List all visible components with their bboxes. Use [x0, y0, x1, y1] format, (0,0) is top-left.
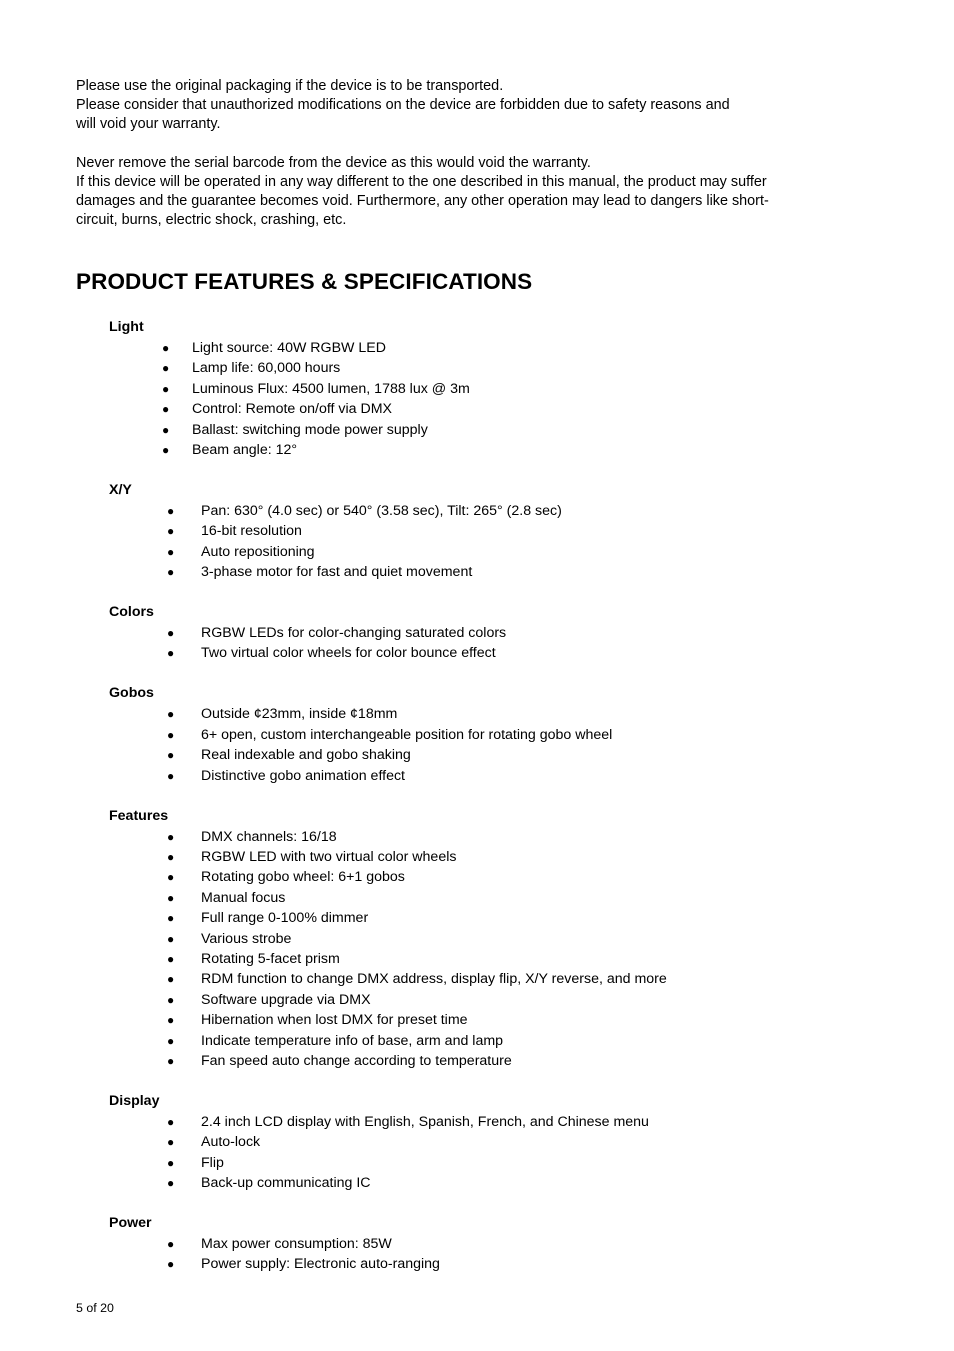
list-item	[109, 908, 889, 928]
bullet-icon: ●	[167, 727, 175, 742]
list-item-text: Outside ¢23mm, inside ¢18mm	[201, 706, 398, 723]
bullet-icon: ●	[167, 931, 175, 946]
list-item	[109, 766, 889, 786]
list-item-text: Control: Remote on/off via DMX	[192, 401, 393, 418]
bullet-icon: ●	[167, 829, 175, 844]
list-item	[109, 867, 889, 887]
list-item	[109, 1153, 889, 1173]
bullet-icon: ●	[167, 870, 175, 885]
bullet-icon: ●	[162, 402, 170, 417]
spec-list	[109, 338, 889, 460]
list-item	[109, 969, 889, 989]
list-item	[109, 420, 889, 440]
intro-line: will void your warranty.	[76, 116, 221, 133]
intro-paragraph	[76, 154, 846, 231]
list-item-text: Hibernation when lost DMX for preset time	[201, 1012, 468, 1029]
list-item-text: Rotating gobo wheel: 6+1 gobos	[201, 869, 405, 886]
spec-section-title: Display	[109, 1092, 160, 1109]
intro-text	[76, 77, 846, 231]
list-item-text: Max power consumption: 85W	[201, 1236, 392, 1253]
spec-section-power	[109, 1214, 889, 1275]
list-item-text: Auto repositioning	[201, 543, 315, 560]
list-item-text: Back-up communicating IC	[201, 1175, 371, 1192]
list-item	[109, 643, 889, 663]
list-item	[109, 1132, 889, 1152]
bullet-icon: ●	[167, 748, 175, 763]
bullet-icon: ●	[162, 442, 170, 457]
list-item-text: DMX channels: 16/18	[201, 828, 337, 845]
spec-section-title: Gobos	[109, 685, 154, 702]
list-item-text: Luminous Flux: 4500 lumen, 1788 lux @ 3m	[192, 380, 470, 397]
intro-line: damages and the guarantee becomes void. Furthermore, any other operation may lead to dangers like short-	[76, 193, 769, 210]
list-item-text: 3-phase motor for fast and quiet movement	[201, 564, 473, 581]
bullet-icon: ●	[167, 911, 175, 926]
bullet-icon: ●	[167, 1237, 175, 1252]
bullet-icon: ●	[167, 1257, 175, 1272]
list-item	[109, 929, 889, 949]
list-item-text: Ballast: switching mode power supply	[192, 421, 428, 438]
list-item-text: 2.4 inch LCD display with English, Spanish, French, and Chinese menu	[201, 1113, 649, 1130]
bullet-icon: ●	[162, 361, 170, 376]
spec-list	[109, 704, 889, 786]
list-item-text: Two virtual color wheels for color bounce effect	[201, 645, 496, 662]
intro-line: Never remove the serial barcode from the device as this would void the warranty.	[76, 154, 591, 171]
spec-sections	[109, 318, 889, 1295]
list-item	[109, 379, 889, 399]
bullet-icon: ●	[167, 850, 175, 865]
section-heading: PRODUCT FEATURES & SPECIFICATIONS	[76, 269, 533, 294]
list-item	[109, 1031, 889, 1051]
bullet-icon: ●	[162, 341, 170, 355]
bullet-icon: ●	[167, 890, 175, 905]
bullet-icon: ●	[162, 422, 170, 437]
list-item-text: Manual focus	[201, 889, 286, 906]
list-item-text: RGBW LEDs for color-changing saturated colors	[201, 625, 507, 642]
spec-list	[109, 1112, 889, 1194]
intro-line: If this device will be operated in any way different to the one described in this manual, the product may suffer	[76, 174, 767, 190]
spec-list	[109, 827, 889, 1072]
list-item	[109, 521, 889, 541]
list-item	[109, 501, 889, 521]
list-item	[109, 725, 889, 745]
list-item-text: Power supply: Electronic auto-ranging	[201, 1256, 440, 1273]
bullet-icon: ●	[162, 381, 170, 396]
bullet-icon: ●	[167, 1155, 175, 1170]
list-item	[109, 399, 889, 419]
list-item-text: 6+ open, custom interchangeable position for rotating gobo wheel	[201, 726, 613, 743]
bullet-icon: ●	[167, 1114, 175, 1129]
bullet-icon: ●	[167, 544, 175, 559]
list-item	[109, 949, 889, 969]
list-item-text: Fan speed auto change according to temperature	[201, 1052, 512, 1069]
list-item	[109, 1010, 889, 1030]
list-item	[109, 847, 889, 867]
list-item-text: RDM function to change DMX address, display flip, X/Y reverse, and more	[201, 971, 667, 988]
intro-line: Please consider that unauthorized modifications on the device are forbidden due to safety reasons and	[76, 97, 730, 114]
list-item	[109, 827, 889, 847]
list-item	[109, 440, 889, 460]
list-item-text: Various strobe	[201, 930, 292, 947]
list-item-text: Distinctive gobo animation effect	[201, 767, 405, 784]
list-item-text: Pan: 630° (4.0 sec) or 540° (3.58 sec), Tilt: 265° (2.8 sec)	[201, 502, 562, 519]
bullet-icon: ●	[167, 524, 175, 539]
list-item	[109, 542, 889, 562]
list-item	[109, 888, 889, 908]
spec-list	[109, 623, 889, 664]
spec-section-title: Colors	[109, 604, 154, 621]
spec-section-light	[109, 318, 889, 460]
bullet-icon: ●	[167, 768, 175, 783]
list-item	[109, 745, 889, 765]
spec-section-title: Features	[109, 807, 169, 824]
list-item	[109, 990, 889, 1010]
list-item-text: Indicate temperature info of base, arm and lamp	[201, 1032, 504, 1049]
spec-section-features	[109, 807, 889, 1072]
bullet-icon: ●	[167, 1176, 175, 1191]
list-item-text: Flip	[201, 1154, 224, 1171]
spec-section-display	[109, 1092, 889, 1194]
list-item-text: Rotating 5-facet prism	[201, 950, 340, 967]
bullet-icon: ●	[167, 1013, 175, 1028]
bullet-icon: ●	[167, 951, 175, 966]
spec-list	[109, 501, 889, 583]
bullet-icon: ●	[167, 1033, 175, 1048]
spec-list	[109, 1234, 889, 1275]
bullet-icon: ●	[167, 565, 175, 580]
list-item-text: Software upgrade via DMX	[201, 991, 371, 1008]
spec-section-colors	[109, 603, 889, 664]
intro-paragraph	[76, 77, 846, 135]
list-item	[109, 358, 889, 378]
bullet-icon: ●	[167, 992, 175, 1007]
list-item	[109, 704, 889, 724]
list-item-text: 16-bit resolution	[201, 523, 302, 540]
spec-section-gobos	[109, 684, 889, 786]
list-item-text: Light source: 40W RGBW LED	[192, 340, 386, 356]
list-item-text: Auto-lock	[201, 1134, 261, 1151]
list-item-text: RGBW LED with two virtual color wheels	[201, 849, 457, 866]
list-item	[109, 1234, 889, 1254]
spec-section-x-y	[109, 481, 889, 583]
bullet-icon: ●	[167, 646, 175, 661]
bullet-icon: ●	[167, 626, 175, 641]
spec-section-title: X/Y	[109, 481, 132, 498]
list-item	[109, 1051, 889, 1071]
list-item	[109, 338, 889, 358]
bullet-icon: ●	[167, 972, 175, 987]
list-item	[109, 562, 889, 582]
bullet-icon: ●	[167, 1135, 175, 1150]
spec-section-title: Light	[109, 319, 144, 335]
list-item-text: Full range 0-100% dimmer	[201, 910, 369, 927]
list-item	[109, 1112, 889, 1132]
intro-line: Please use the original packaging if the device is to be transported.	[76, 78, 504, 94]
intro-line: circuit, burns, electric shock, crashing, etc.	[76, 212, 347, 229]
spec-section-title: Power	[109, 1215, 152, 1232]
list-item-text: Real indexable and gobo shaking	[201, 747, 411, 764]
page-number: 5 of 20	[76, 1301, 114, 1315]
list-item	[109, 1173, 889, 1193]
bullet-icon: ●	[167, 1053, 175, 1068]
bullet-icon: ●	[167, 503, 175, 518]
list-item	[109, 623, 889, 643]
list-item-text: Beam angle: 12°	[192, 441, 298, 458]
list-item	[109, 1254, 889, 1274]
bullet-icon: ●	[167, 707, 175, 722]
list-item-text: Lamp life: 60,000 hours	[192, 360, 341, 377]
